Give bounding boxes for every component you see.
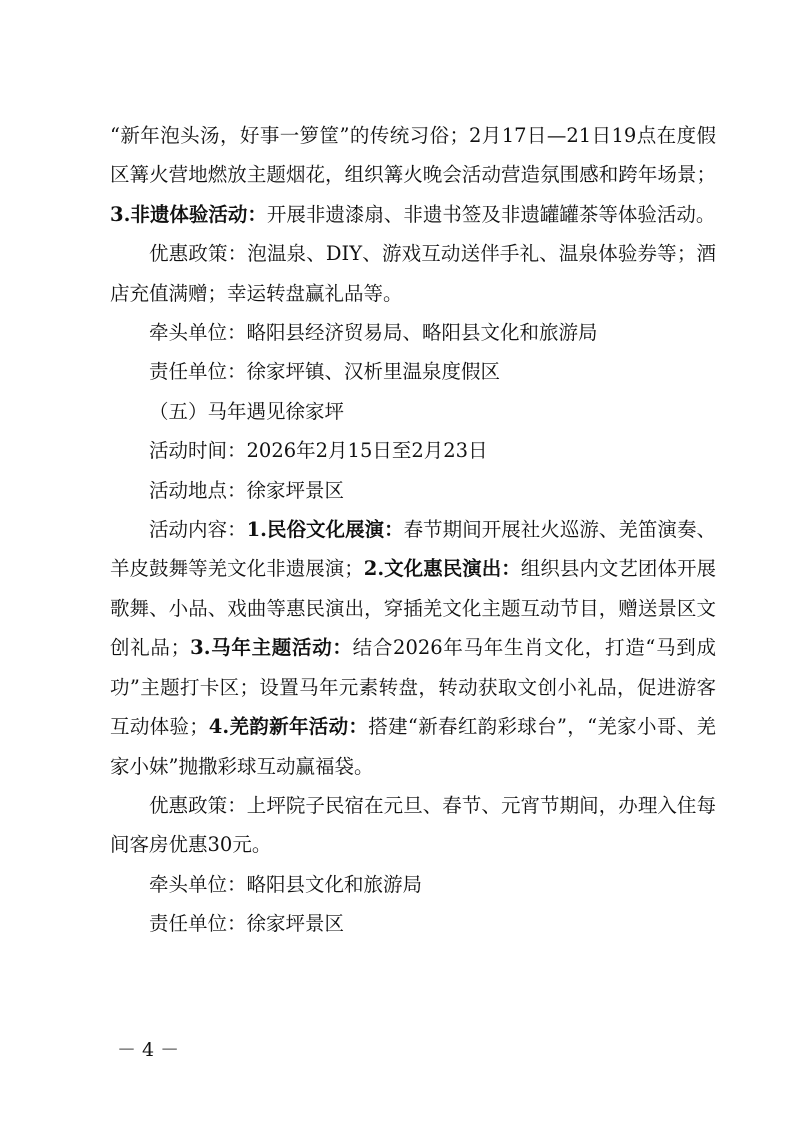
paragraph-activity-time: 活动时间：2026年2月15日至2月23日 (149, 439, 488, 463)
page-number: － 4 － (117, 1039, 180, 1061)
bold-heading-heritage-experience: 3.非遗体验活动： (110, 202, 267, 226)
bold-heading-folk-culture: 1.民俗文化展演： (246, 518, 404, 542)
paragraph-responsible-unit-2: 责任单位：徐家坪景区 (149, 912, 345, 936)
paragraph-activity-content (110, 510, 716, 786)
paragraph-responsible-unit: 责任单位：徐家坪镇、汉析里温泉度假区 (149, 360, 501, 384)
paragraph-text: 结合2026年马年生肖文化，打造“马到成功”主题打卡区；设置马年元素转盘，转动获取文创小礼品，促进游客互动体验； (110, 636, 716, 739)
paragraph-lead-unit: 牵头单位：略阳县经济贸易局、略阳县文化和旅游局 (149, 321, 598, 345)
paragraph-discount-policy-2: 优惠政策：上坪院子民宿在元旦、春节、元宵节期间，办理入住每间客房优惠30元。 (110, 793, 716, 857)
paragraph-discount-policy: 优惠政策：泡温泉、DIY、游戏互动送伴手礼、温泉体验券等；酒店充值满赠；幸运转盘赢礼品等。 (110, 242, 716, 305)
paragraph-text: 春节期间开展社火巡游、羌笛演奏、羊皮鼓舞等羌文化非遗展演； (110, 518, 716, 581)
paragraph-text: 组织县内文艺团体开展歌舞、小品、戏曲等惠民演出，穿插羌文化主题互动节目，赠送景区文创礼品； (110, 557, 716, 660)
bold-heading-cultural-performance: 2.文化惠民演出： (363, 557, 521, 581)
paragraph-lead-unit-2: 牵头单位：略阳县文化和旅游局 (149, 872, 423, 896)
paragraph-festival-activities (110, 116, 716, 234)
section-heading: （五）马年遇见徐家坪 (149, 399, 345, 423)
paragraph-activity-location: 活动地点：徐家坪景区 (149, 478, 345, 502)
paragraph-text: 开展非遗漆扇、非遗书签及非遗罐罐茶等体验活动。 (266, 202, 716, 226)
document-body (110, 116, 716, 944)
paragraph-text: 搭建“新春红韵彩球台”，“羌家小哥、羌家小妹”抛撒彩球互动赢福袋。 (110, 715, 716, 778)
paragraph-text: “新年泡头汤，好事一箩筐”的传统习俗；2月17日—21日19点在度假区篝火营地燃放主题烟花，组织篝火晚会活动营造氛围感和跨年场景； (110, 124, 716, 187)
bold-heading-horse-year: 3.马年主题活动： (190, 636, 353, 660)
bold-heading-qiang-new-year: 4.羌韵新年活动： (208, 715, 369, 739)
paragraph-text: 活动内容： (149, 518, 247, 542)
